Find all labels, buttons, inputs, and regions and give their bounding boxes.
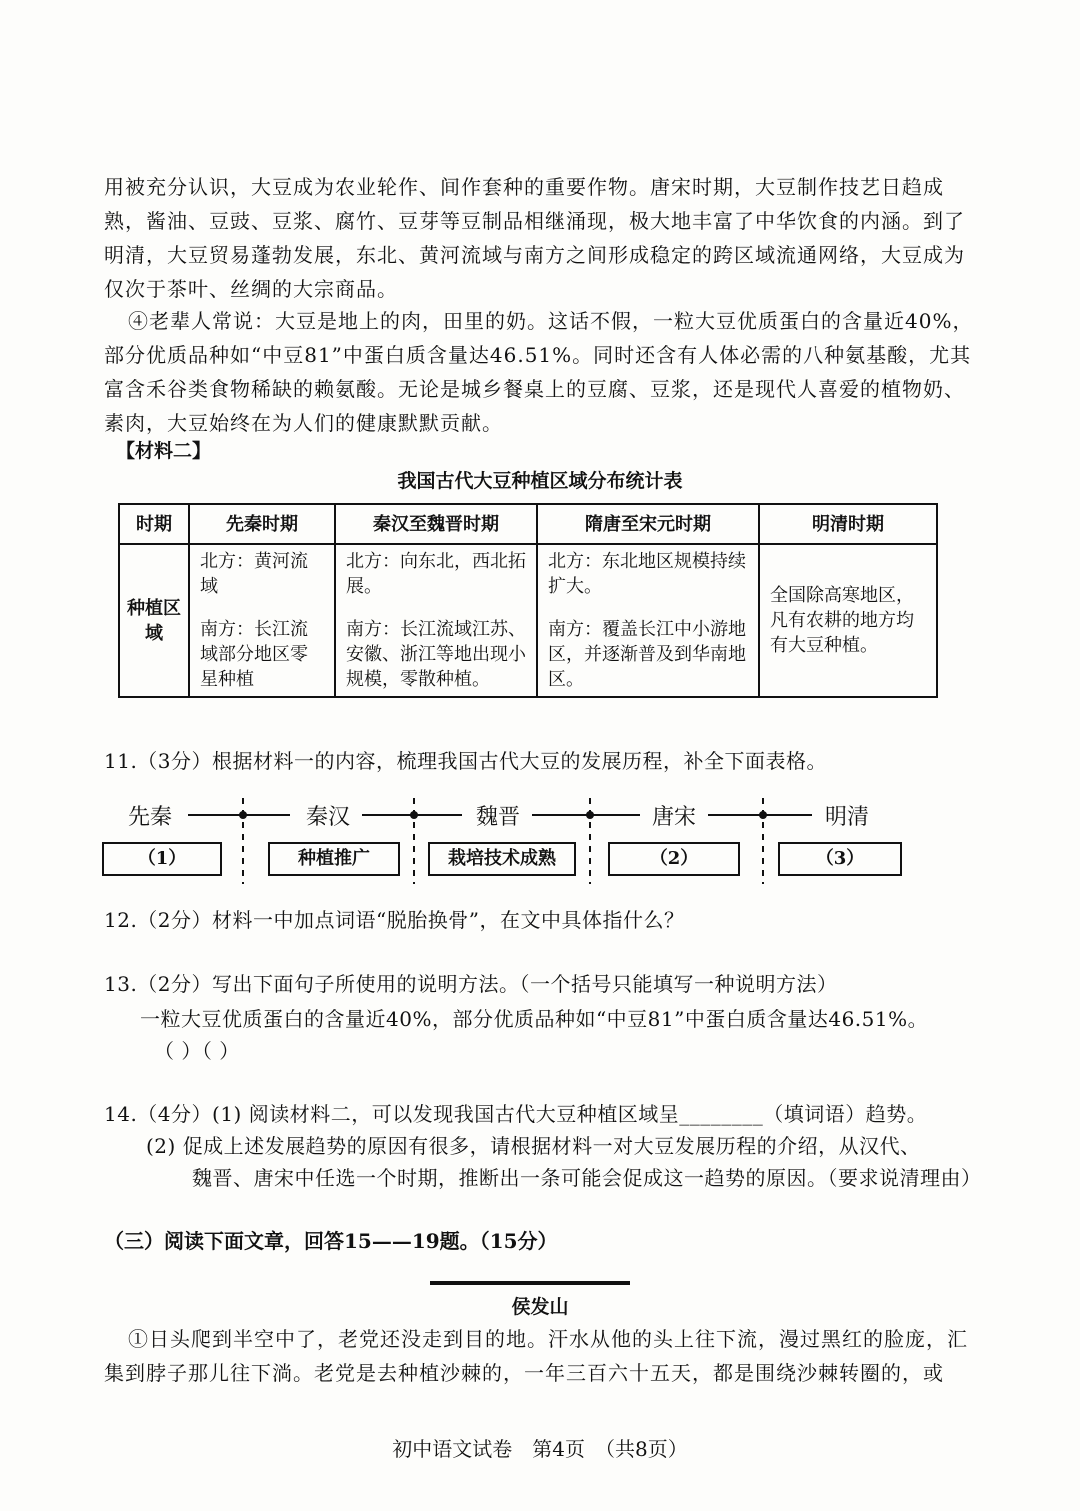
header-mingqing: 明清时期: [759, 504, 937, 544]
cell-xianqin-south: 南方：长江流域部分地区零星种植: [200, 619, 308, 690]
soybean-distribution-table: [118, 503, 938, 698]
question-13-sentence: 一粒大豆优质蛋白的含量近40%，部分优质品种如“中豆81”中蛋白质含量达46.51%。: [140, 1007, 929, 1031]
page-footer: 初中语文试卷 第4页 （共8页）: [392, 1437, 688, 1461]
material-one-paragraph: 用被充分认识，大豆成为农业轮作、间作套种的重要作物。唐宋时期，大豆制作技艺日趋成熟，酱油、豆豉、豆浆、腐竹、豆芽等豆制品相继涌现，极大地丰富了中华饮食的内涵。到了明清，大豆贸易蓬勃发展，东北、黄河流域与南方之间形成稳定的跨区域流通网络，大豆成为仅次于茶叶、丝绸的大宗商品。: [104, 175, 965, 301]
question-13: 13.（2分）写出下面句子所使用的说明方法。（一个括号只能填写一种说明方法）: [104, 972, 838, 996]
timeline-label-weijin: 魏晋: [476, 805, 521, 830]
timeline-box-cultivation-mature: 栽培技术成熟: [428, 842, 576, 876]
timeline-box-3[interactable]: （3）: [778, 842, 902, 876]
header-qinhan-weijin: 秦汉至魏晋时期: [335, 504, 537, 544]
timeline-box-1[interactable]: （1）: [102, 842, 222, 876]
cell-suitang: [537, 544, 759, 697]
row-label-planting-region: 种植区域: [119, 544, 189, 697]
header-suitang-songyuan: 隋唐至宋元时期: [537, 504, 759, 544]
cell-qinhan: [335, 544, 537, 697]
cell-xianqin-north: 北方：黄河流域: [200, 551, 308, 597]
material-one-paragraph-4: ④老辈人常说：大豆是地上的肉，田里的奶。这话不假，一粒大豆优质蛋白的含量近40%，部分优质品种如“中豆81”中蛋白质含量达46.51%。同时还含有人体必需的八种氨基酸，尤其富含禾谷类食物稀缺的赖氨酸。无论是城乡餐桌上的豆腐、豆浆，还是现代人喜爱的植物奶、素肉，大豆始终在为人们的健康默默贡献。: [104, 309, 974, 435]
section-three-heading: （三）阅读下面文章，回答15——19题。（15分）: [104, 1229, 558, 1253]
cell-suitang-north: 北方：东北地区规模持续扩大。: [548, 551, 746, 597]
timeline-label-xianqin: 先秦: [128, 805, 173, 830]
material-two-heading: 【材料二】: [116, 440, 212, 462]
title-rule: [430, 1281, 630, 1285]
cell-mingqing: 全国除高寒地区，凡有农耕的地方均有大豆种植。: [759, 544, 937, 697]
table-header-row: [119, 504, 937, 544]
story-paragraph-1: ①日头爬到半空中了，老党还没走到目的地。汗水从他的头上往下流，漫过黑红的脸庞，汇集到脖子那儿往下淌。老党是去种植沙棘的，一年三百六十五天，都是围绕沙棘转圈的，或: [104, 1327, 968, 1385]
timeline-box-2[interactable]: （2）: [608, 842, 740, 876]
header-period: 时期: [119, 504, 189, 544]
question-13-blanks[interactable]: （ ）（ ）: [154, 1039, 240, 1063]
question-11: 11.（3分）根据材料一的内容，梳理我国古代大豆的发展历程，补全下面表格。: [104, 749, 828, 773]
timeline-label-tangsong: 唐宋: [652, 805, 697, 830]
cell-xianqin: [189, 544, 335, 697]
timeline-label-mingqing: 明清: [825, 805, 870, 830]
table-title: 我国古代大豆种植区域分布统计表: [397, 470, 683, 492]
question-12: 12.（2分）材料一中加点词语“脱胎换骨”，在文中具体指什么？: [104, 908, 685, 932]
header-xianqin: 先秦时期: [189, 504, 335, 544]
question-14-part-2-continued: 魏晋、唐宋中任选一个时期，推断出一条可能会促成这一趋势的原因。（要求说清理由）: [192, 1166, 982, 1190]
table-body-row: [119, 544, 937, 697]
story-author: 侯发山: [511, 1296, 569, 1318]
cell-qinhan-south: 南方：长江流域江苏、安徽、浙江等地出现小规模，零散种植。: [346, 619, 526, 690]
question-14-part-1: 14.（4分）(1) 阅读材料二，可以发现我国古代大豆种植区域呈________（填词语）趋势。: [104, 1102, 928, 1126]
development-timeline: [0, 790, 1080, 890]
cell-qinhan-north: 北方：向东北，西北拓展。: [346, 551, 526, 597]
timeline-label-qinhan: 秦汉: [306, 805, 351, 830]
timeline-box-planting-promotion: 种植推广: [268, 842, 400, 876]
question-14-part-2: (2) 促成上述发展趋势的原因有很多，请根据材料一对大豆发展历程的介绍，从汉代、: [146, 1134, 921, 1158]
cell-suitang-south: 南方：覆盖长江中小游地区，并逐渐普及到华南地区。: [548, 619, 746, 690]
